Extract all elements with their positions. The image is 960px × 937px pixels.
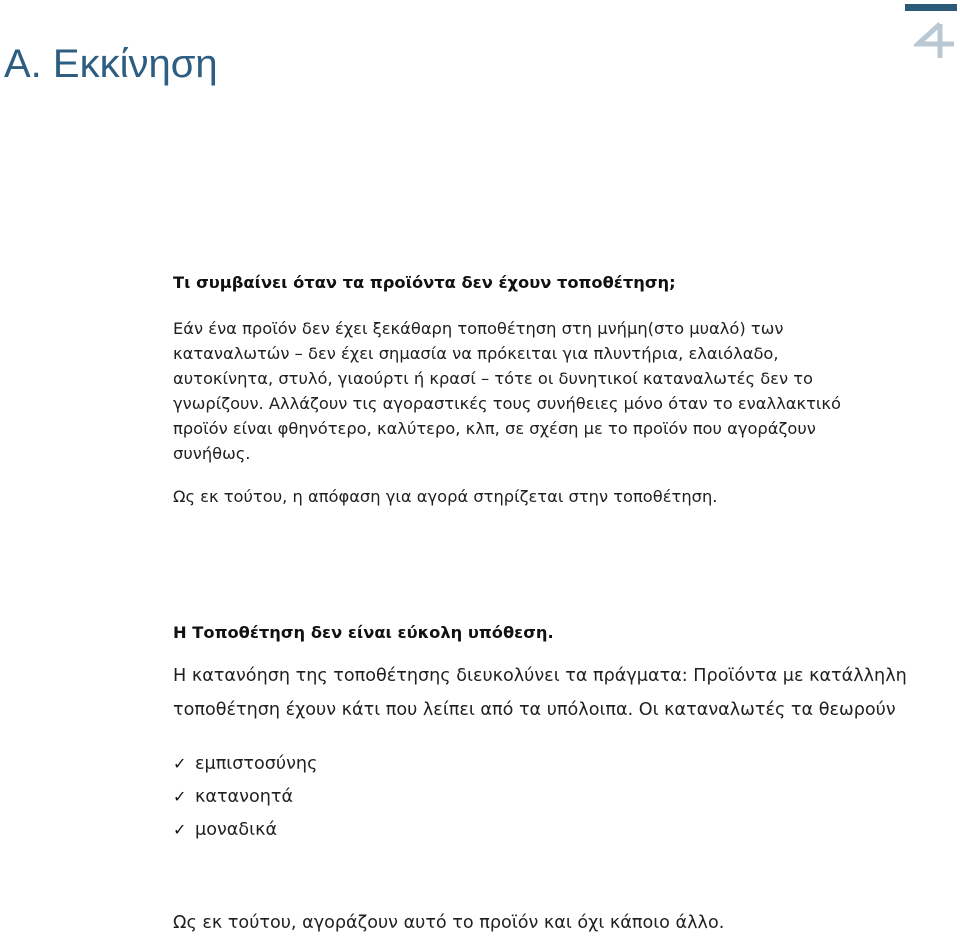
section2-paragraph-line: τοποθέτηση έχουν κάτι που λείπει από τα υπόλοιπα. Οι καταναλωτές τα θεωρούν [173, 700, 896, 720]
check-list-item-label: εμπιστοσύνης [195, 753, 318, 774]
section1-paragraph-line: Εάν ένα προϊόν δεν έχει ξεκάθαρη τοποθέτηση στη μνήμη(στο μυαλό) των [173, 319, 784, 338]
check-list-item [173, 813, 317, 846]
section2-heading: Η Τοποθέτηση δεν είναι εύκολη υπόθεση. [173, 623, 554, 642]
check-list-item-label: μοναδικά [195, 819, 278, 840]
section1-paragraph-line: προϊόν είναι φθηνότερο, καλύτερο, κλπ, σε σχέση με το προϊόν που αγοράζουν [173, 419, 816, 438]
corner-logo-icon [914, 20, 958, 60]
section1-paragraph-line: γνωρίζουν. Αλλάζουν τις αγοραστικές τους συνήθειες μόνο όταν το εναλλακτικό [173, 394, 841, 413]
section2-conclusion: Ως εκ τούτου, αγοράζουν αυτό το προϊόν και όχι κάποιο άλλο. [173, 913, 725, 933]
top-accent-bar [905, 4, 957, 11]
section1-heading: Τι συμβαίνει όταν τα προϊόντα δεν έχουν τοποθέτηση; [173, 273, 676, 292]
check-list-item-label: κατανοητά [195, 786, 294, 807]
page-title: A. Εκκίνηση [4, 42, 218, 86]
check-list [173, 747, 317, 846]
checkmark-icon: ✓ [173, 787, 187, 806]
section1-paragraph-line: συνήθως. [173, 444, 251, 463]
section2-paragraph-line: Η κατανόηση της τοποθέτησης διευκολύνει τα πράγματα: Προϊόντα με κατάλληλη [173, 666, 907, 686]
section1-conclusion: Ως εκ τούτου, η απόφαση για αγορά στηρίζεται στην τοποθέτηση. [173, 487, 718, 506]
checkmark-icon: ✓ [173, 754, 187, 773]
check-list-item [173, 780, 317, 813]
section1-paragraph-line: αυτοκίνητα, στυλό, γιαούρτι ή κρασί – τότε οι δυνητικοί καταναλωτές δεν το [173, 369, 813, 388]
section1-paragraph-line: καταναλωτών – δεν έχει σημασία να πρόκειται για πλυντήρια, ελαιόλαδο, [173, 344, 779, 363]
checkmark-icon: ✓ [173, 820, 187, 839]
check-list-item [173, 747, 317, 780]
